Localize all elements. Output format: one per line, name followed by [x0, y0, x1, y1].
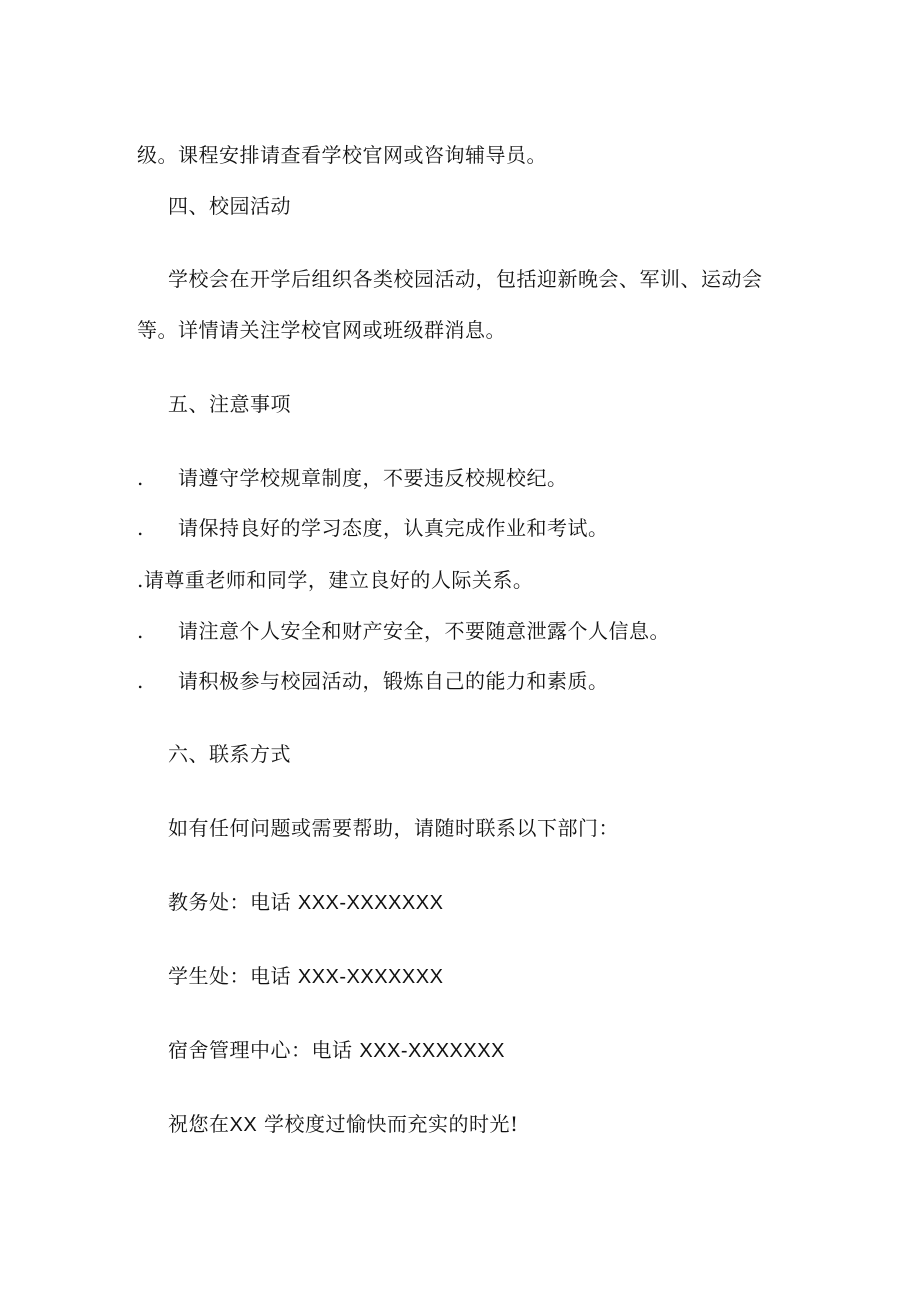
list-item: 请保持良好的学习态度，认真完成作业和考试。: [178, 516, 609, 540]
list-item: 请积极参与校园活动，锻炼自己的能力和素质。: [178, 669, 609, 693]
closing-school: XX: [229, 1114, 258, 1136]
contact-dept: 教务处：电话: [168, 890, 291, 914]
list-marker: .: [137, 568, 144, 592]
campus-activities-text-line1: 学校会在开学后组织各类校园活动，包括迎新晚会、军训、运动会: [168, 267, 763, 291]
list-item: 请遵守学校规章制度，不要违反校规校纪。: [178, 466, 568, 490]
list-marker: .: [137, 669, 144, 693]
contact-dept: 学生处：电话: [168, 964, 291, 988]
contact-phone: XXX-XXXXXXX: [359, 1040, 505, 1062]
section-heading-notes: 五、注意事项: [168, 392, 291, 416]
contact-phone: XXX-XXXXXXX: [297, 892, 444, 914]
closing-wish: [168, 1111, 519, 1138]
contact-phone: XXX-XXXXXXX: [297, 966, 444, 988]
list-marker: .: [137, 466, 144, 490]
section-heading-campus-activities: 四、校园活动: [168, 194, 291, 218]
contact-dormitory-center: [168, 1037, 505, 1064]
closing-prefix: 祝您在: [168, 1112, 230, 1136]
contact-student-affairs: [168, 963, 443, 990]
list-item: 请注意个人安全和财产安全，不要随意泄露个人信息。: [178, 619, 670, 643]
list-item-text: 请尊重老师和同学，建立良好的人际关系。: [143, 568, 534, 592]
contact-intro: 如有任何问题或需要帮助，请随时联系以下部门：: [168, 816, 619, 840]
list-marker: .: [137, 516, 144, 540]
closing-suffix: 学校度过愉快而充实的时光!: [264, 1112, 519, 1136]
list-marker: .: [137, 619, 144, 643]
contact-dept: 宿舍管理中心：电话: [168, 1038, 353, 1062]
list-item: [137, 567, 533, 593]
paragraph-continuation: 级。课程安排请查看学校官网或咨询辅导员。: [137, 143, 547, 167]
campus-activities-text-line2: 等。详情请关注学校官网或班级群消息。: [137, 318, 506, 342]
section-heading-contact: 六、联系方式: [168, 742, 291, 766]
contact-academic-affairs: [168, 889, 443, 916]
